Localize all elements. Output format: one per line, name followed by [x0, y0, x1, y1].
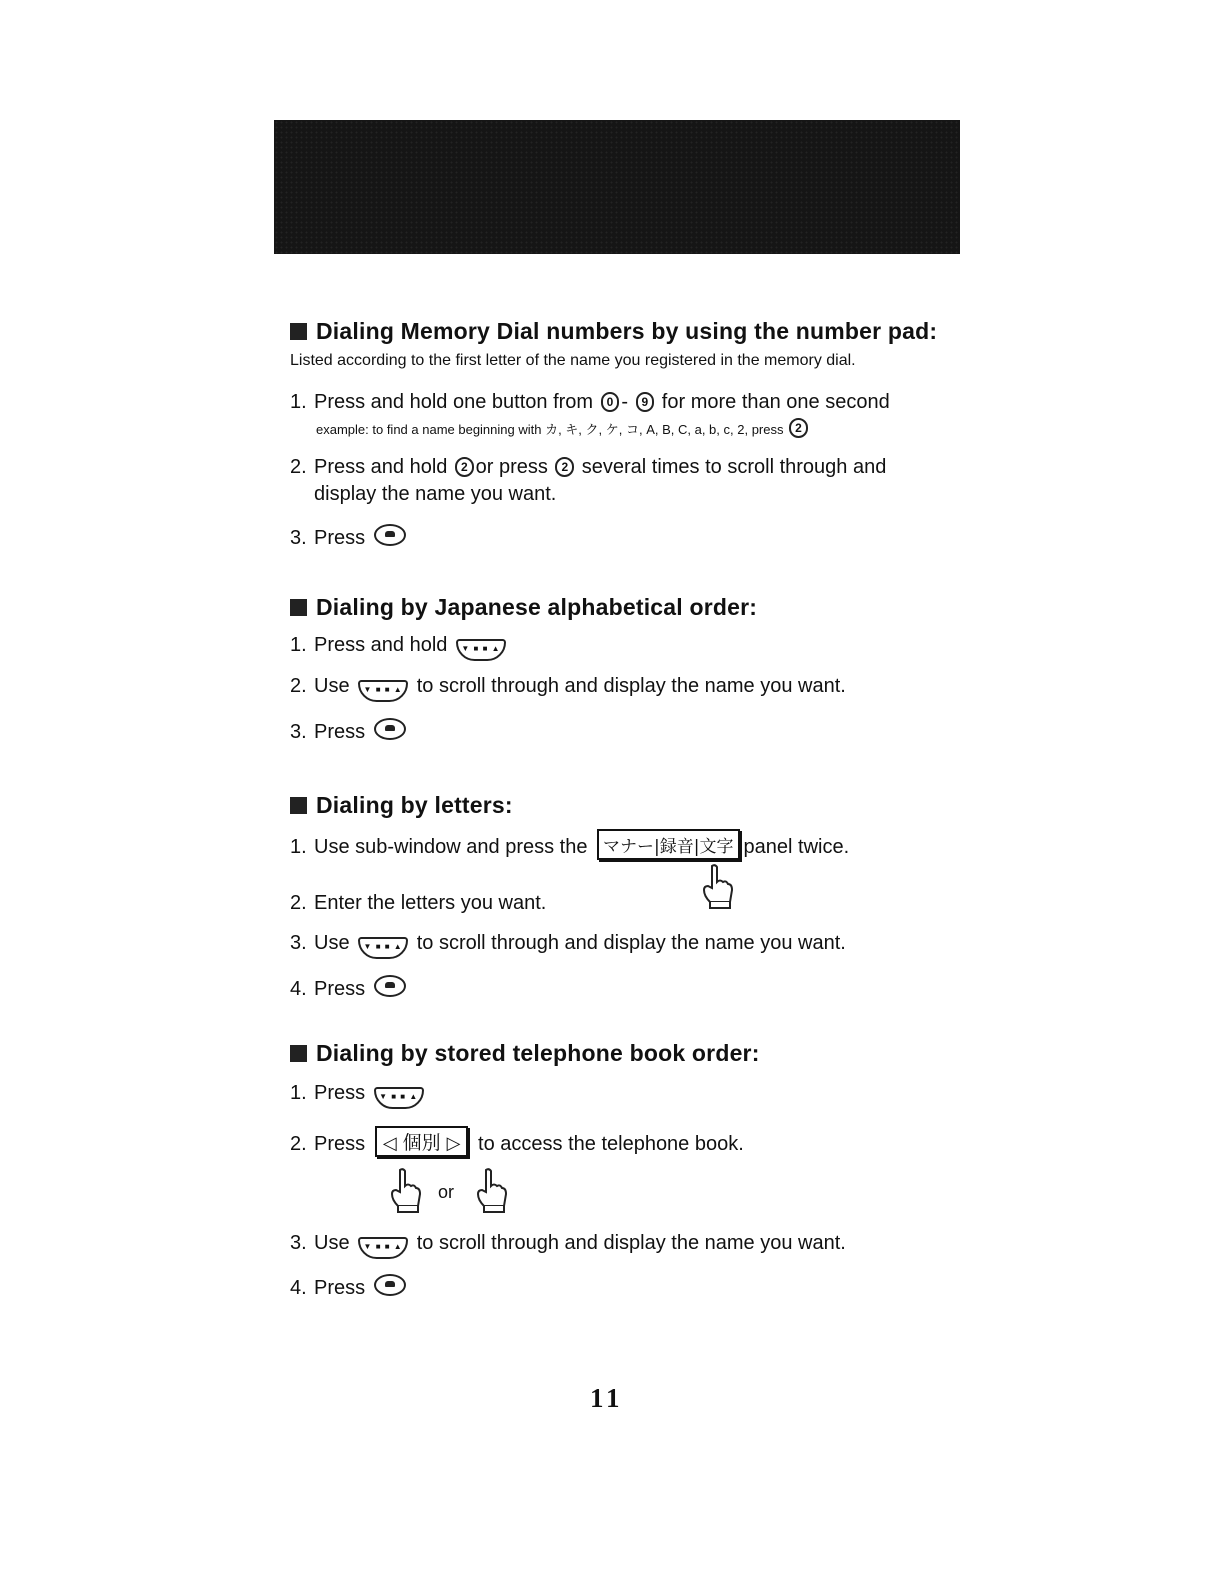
step: 2. Press and hold 2 or press 2 several times to scroll through and [290, 456, 887, 478]
pointing-hand-icon [700, 864, 734, 910]
step: 3. Press [290, 524, 409, 550]
step: 4. Press [290, 1274, 409, 1300]
step: 3. Use ▼ ■ ■ ▲ to scroll through and display the name you want. [290, 932, 846, 959]
number-key-icon: 9 [636, 392, 655, 412]
right-arrow-icon: ▷ [446, 1133, 461, 1154]
number-key-icon: 2 [789, 418, 808, 438]
or-label: or [438, 1182, 455, 1202]
step: 1. Press and hold ▼ ■ ■ ▲ [290, 634, 509, 661]
bullet-square-icon [290, 1045, 307, 1062]
step: 4. Press [290, 975, 409, 1001]
cursor-key-icon: ▼ ■ ■ ▲ [358, 1237, 408, 1259]
step: 1. Press and hold one button from 0 - 9 for more than one second [290, 391, 890, 413]
section-heading: Dialing Memory Dial numbers by using the number pad: [290, 318, 937, 345]
call-key-icon [374, 1274, 406, 1296]
call-key-icon [374, 718, 406, 740]
step-example: example: to find a name beginning with カ, キ, ク, ケ, コ, A, B, C, a, b, c, 2, press 2 [316, 418, 810, 438]
cursor-key-icon: ▼ ■ ■ ▲ [358, 680, 408, 702]
step: 2. Press ◁ 個別 ▷ to access the telephone book. [290, 1126, 744, 1157]
step: 2. Enter the letters you want. [290, 892, 547, 914]
header-banner [274, 120, 960, 254]
step-continuation: display the name you want. [314, 483, 557, 505]
step: 3. Use ▼ ■ ■ ▲ to scroll through and display the name you want. [290, 1232, 846, 1259]
telephone-book-panel: ◁ 個別 ▷ [375, 1126, 469, 1157]
pointing-hand-icon [388, 1168, 422, 1214]
left-arrow-icon: ◁ [382, 1133, 397, 1154]
number-key-icon: 2 [555, 457, 574, 477]
subwindow-panel: マナー|録音|文字 [597, 829, 739, 860]
call-key-icon [374, 975, 406, 997]
section-heading: Dialing by letters: [290, 792, 513, 819]
section-heading: Dialing by Japanese alphabetical order: [290, 594, 757, 621]
number-key-icon: 0 [601, 392, 620, 412]
cursor-key-icon: ▼ ■ ■ ▲ [358, 937, 408, 959]
cursor-key-icon: ▼ ■ ■ ▲ [456, 639, 506, 661]
cursor-key-icon: ▼ ■ ■ ▲ [374, 1087, 424, 1109]
call-key-icon [374, 524, 406, 546]
step: 2. Use ▼ ■ ■ ▲ to scroll through and display the name you want. [290, 675, 846, 702]
page-number: 11 [590, 1383, 624, 1413]
bullet-square-icon [290, 323, 307, 340]
step: 3. Press [290, 718, 409, 744]
pointing-hand-icon [474, 1168, 508, 1214]
bullet-square-icon [290, 599, 307, 616]
step: 1. Press ▼ ■ ■ ▲ [290, 1082, 427, 1109]
number-key-icon: 2 [455, 457, 474, 477]
section-heading: Dialing by stored telephone book order: [290, 1040, 760, 1067]
step: 1. Use sub-window and press the マナー|録音|文字 panel twice. [290, 829, 849, 860]
section-intro: Listed according to the first letter of the name you registered in the memory dial. [290, 352, 856, 369]
bullet-square-icon [290, 797, 307, 814]
